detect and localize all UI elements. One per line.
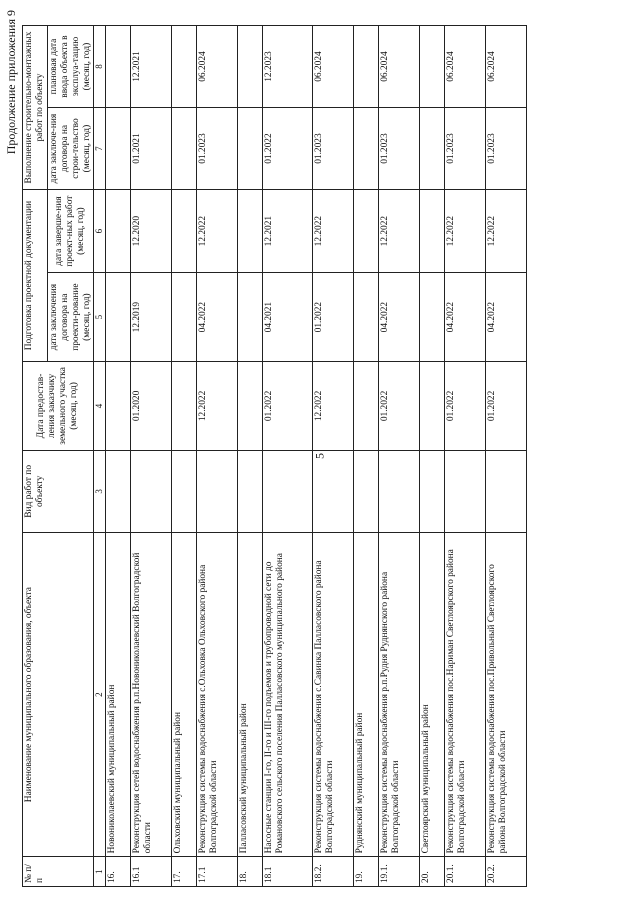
row-build-contract: 01.2023	[196, 108, 237, 190]
row-name: Палласовский муниципальный район	[237, 532, 262, 857]
row-design-end: 12.2022	[196, 190, 237, 273]
row-land-date: 01.2022	[262, 362, 312, 451]
row-work-type	[353, 450, 378, 532]
row-number: 17.	[171, 857, 196, 887]
row-work-type	[444, 450, 485, 532]
table-row	[130, 26, 171, 887]
table-row	[312, 26, 353, 887]
row-design-end: 12.2020	[130, 190, 171, 273]
row-work-type	[237, 450, 262, 532]
row-name: Реконструкция системы водоснабжения с.Савинка Палласовского района Волгоградской области	[312, 532, 353, 857]
table-row	[196, 26, 237, 887]
row-design-end: 12.2021	[262, 190, 312, 273]
row-commission: 06.2024	[485, 26, 526, 108]
row-name: Реконструкция системы водоснабжения р.п.Рудня Руднянского района Волгоградской области	[378, 532, 419, 857]
row-number: 16.	[105, 857, 130, 887]
row-design-contract: 01.2022	[312, 273, 353, 362]
column-number: 7	[94, 108, 105, 190]
row-name: Реконструкция системы водоснабжения пос.Нариман Светлоярского района Волгоградской области	[444, 532, 485, 857]
row-design-end: 12.2022	[378, 190, 419, 273]
table-row	[105, 26, 130, 887]
row-land-date	[105, 362, 130, 451]
row-number: 18.1	[262, 857, 312, 887]
header-design-group: Подготовка проектной документации	[23, 190, 48, 362]
row-work-type	[485, 450, 526, 532]
row-name: Руднянский муниципальный район	[353, 532, 378, 857]
row-work-type	[105, 450, 130, 532]
row-design-contract: 04.2022	[378, 273, 419, 362]
row-design-end: 12.2022	[485, 190, 526, 273]
row-commission: 06.2024	[444, 26, 485, 108]
row-number: 20.2.	[485, 857, 526, 887]
row-design-end	[237, 190, 262, 273]
row-number: 19.	[353, 857, 378, 887]
row-land-date: 12.2022	[196, 362, 237, 451]
row-commission: 06.2024	[312, 26, 353, 108]
table-row	[262, 26, 312, 887]
row-work-type	[312, 450, 353, 532]
row-commission: 12.2021	[130, 26, 171, 108]
header-design-end: дата заверше-ния проект-ных работ (месяц, год)	[47, 190, 94, 273]
row-design-end	[105, 190, 130, 273]
table-row	[353, 26, 378, 887]
row-commission	[237, 26, 262, 108]
row-design-end: 12.2022	[312, 190, 353, 273]
row-name: Реконструкция системы водоснабжения пос.Привольный Светлоярского района Волгоградской области	[485, 532, 526, 857]
row-land-date	[353, 362, 378, 451]
row-build-contract	[419, 108, 444, 190]
row-design-contract	[171, 273, 196, 362]
row-work-type	[196, 450, 237, 532]
row-land-date: 01.2022	[485, 362, 526, 451]
header-work-type: Вид работ по объекту	[23, 450, 94, 532]
header-no: № п/п	[23, 857, 94, 887]
column-number: 3	[94, 450, 105, 532]
row-name: Реконструкция системы водоснабжения с.Ольховка Ольховского района Волгоградской области	[196, 532, 237, 857]
row-design-contract: 04.2022	[196, 273, 237, 362]
column-number: 6	[94, 190, 105, 273]
table-row	[485, 26, 526, 887]
row-design-end: 12.2022	[444, 190, 485, 273]
row-design-contract: 04.2022	[444, 273, 485, 362]
row-build-contract: 01.2023	[378, 108, 419, 190]
row-design-end	[171, 190, 196, 273]
row-land-date	[237, 362, 262, 451]
row-build-contract: 01.2023	[485, 108, 526, 190]
row-design-contract: 04.2021	[262, 273, 312, 362]
table-row	[237, 26, 262, 887]
header-build-group: Выполнение строительно-монтажных работ по объекту	[23, 26, 48, 190]
header-name: Наименование муниципального образования, объекта	[23, 532, 94, 857]
row-design-contract	[237, 273, 262, 362]
row-build-contract: 01.2021	[130, 108, 171, 190]
row-design-contract	[105, 273, 130, 362]
row-number: 17.1	[196, 857, 237, 887]
row-land-date	[419, 362, 444, 451]
column-number: 2	[94, 532, 105, 857]
row-name: Новониколаевский муниципальный район	[105, 532, 130, 857]
row-commission	[105, 26, 130, 108]
column-number: 1	[94, 857, 105, 887]
row-commission: 12.2023	[262, 26, 312, 108]
row-work-type	[130, 450, 171, 532]
table-row	[378, 26, 419, 887]
row-commission: 06.2024	[378, 26, 419, 108]
row-number: 16.1	[130, 857, 171, 887]
row-build-contract: 01.2022	[262, 108, 312, 190]
row-commission: 06.2024	[196, 26, 237, 108]
row-land-date: 01.2022	[444, 362, 485, 451]
page-number: 5	[312, 453, 327, 459]
row-work-type	[171, 450, 196, 532]
row-land-date: 01.2020	[130, 362, 171, 451]
schedule-table	[22, 25, 527, 887]
row-land-date	[171, 362, 196, 451]
row-commission	[419, 26, 444, 108]
row-design-contract: 04.2022	[485, 273, 526, 362]
row-land-date: 12.2022	[312, 362, 353, 451]
table-row	[444, 26, 485, 887]
header-build-contract: дата заключе-ния договора на строи-тельство (месяц, год)	[47, 108, 94, 190]
row-number: 18.2.	[312, 857, 353, 887]
column-number: 4	[94, 362, 105, 451]
row-build-contract	[353, 108, 378, 190]
row-work-type	[378, 450, 419, 532]
table-row	[419, 26, 444, 887]
column-number: 8	[94, 26, 105, 108]
row-work-type	[262, 450, 312, 532]
column-number-row	[94, 26, 105, 887]
row-number: 19.1.	[378, 857, 419, 887]
table-row	[171, 26, 196, 887]
row-design-contract: 12.2019	[130, 273, 171, 362]
row-name: Насосные станции I-го, II-го и III-го подъемов и трубопроводной сети до Романовского сельского поселения Палласовского муниципального района	[262, 532, 312, 857]
row-design-contract	[419, 273, 444, 362]
row-build-contract: 01.2023	[444, 108, 485, 190]
header-commission: плановая дата ввода объекта в эксплуа-тацию (месяц, год)	[47, 26, 94, 108]
row-design-contract	[353, 273, 378, 362]
header-land-date: Дата предостав-ления заказчику земельного участка (месяц, год)	[23, 362, 94, 451]
row-design-end	[419, 190, 444, 273]
row-land-date: 01.2022	[378, 362, 419, 451]
row-design-end	[353, 190, 378, 273]
row-commission	[171, 26, 196, 108]
row-name: Реконструкция сетей водоснабжения р.п.Новониколаевский Волгоградской области	[130, 532, 171, 857]
appendix-caption: Продолжение приложения 9	[4, 10, 18, 155]
row-build-contract	[171, 108, 196, 190]
row-name: Светлоярский муниципальный район	[419, 532, 444, 857]
column-number: 5	[94, 273, 105, 362]
row-build-contract: 01.2023	[312, 108, 353, 190]
row-build-contract	[237, 108, 262, 190]
row-work-type	[419, 450, 444, 532]
header-design-contract: дата заключения договора на проекти-рование (месяц, год)	[47, 273, 94, 362]
row-number: 20.	[419, 857, 444, 887]
row-commission	[353, 26, 378, 108]
row-name: Ольховский муниципальный район	[171, 532, 196, 857]
row-build-contract	[105, 108, 130, 190]
row-number: 20.1.	[444, 857, 485, 887]
row-number: 18.	[237, 857, 262, 887]
